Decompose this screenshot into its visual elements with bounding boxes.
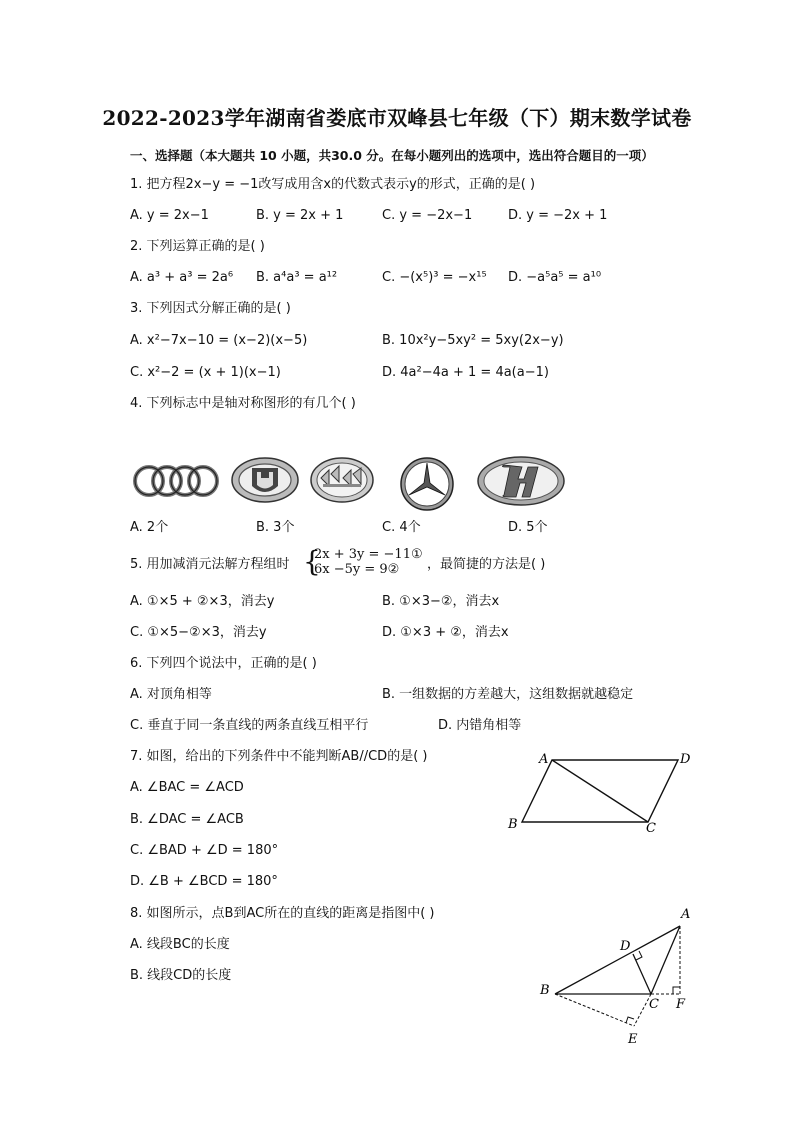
question-4-stem: 4. 下列标志中是轴对称图形的有几个( ) xyxy=(130,396,356,411)
q6-option-a: A. 对顶角相等 xyxy=(130,687,212,702)
question-5-stem-tail: ，最简捷的方法是( ) xyxy=(427,557,546,572)
question-8-stem: 8. 如图所示，点B到AC所在的直线的距离是指图中( ) xyxy=(130,906,435,921)
fig8-label-c: C xyxy=(649,997,659,1012)
q6-option-b: B. 一组数据的方差越大，这组数据就越稳定 xyxy=(382,687,634,702)
q5-option-a: A. ①×5 + ②×3，消去y xyxy=(130,594,275,609)
fig8-label-d: D xyxy=(620,939,631,954)
fig8-label-e: E xyxy=(628,1032,638,1047)
fig7-label-a: A xyxy=(539,752,549,767)
fig8-label-f: F xyxy=(676,997,686,1012)
mercedes-star-logo xyxy=(396,456,458,512)
q3-option-a: A. x²−7x−10 = (x−2)(x−5) xyxy=(130,333,308,348)
audi-rings-logo xyxy=(132,458,220,504)
q5-option-b: B. ①×3−②，消去x xyxy=(382,594,500,609)
q6-option-d: D. 内错角相等 xyxy=(438,718,522,733)
q1-option-a: A. y = 2x−1 xyxy=(130,208,209,223)
question-6-stem: 6. 下列四个说法中，正确的是( ) xyxy=(130,656,317,671)
page-title: 2022-2023学年湖南省娄底市双峰县七年级（下）期末数学试卷 xyxy=(102,106,692,130)
fig8-label-a: A xyxy=(681,907,691,922)
system-equation-1: 2x + 3y = −11① xyxy=(314,547,423,562)
fig7-label-c: C xyxy=(646,821,656,836)
question-5-stem: 5. 用加减消元法解方程组时 xyxy=(130,557,290,572)
triangle-distance-figure xyxy=(530,900,710,1050)
q2-option-d: D. −a⁵a⁵ = a¹⁰ xyxy=(508,270,602,285)
fig7-label-b: B xyxy=(508,817,518,832)
q2-option-b: B. a⁴a³ = a¹² xyxy=(256,270,338,285)
q3-option-c: C. x²−2 = (x + 1)(x−1) xyxy=(130,365,281,380)
great-wall-logo xyxy=(230,456,300,504)
q3-option-b: B. 10x²y−5xy² = 5xy(2x−y) xyxy=(382,333,564,348)
question-1-stem: 1. 把方程2x−y = −1改写成用含x的代数式表示y的形式，正确的是( ) xyxy=(130,177,536,192)
q8-option-b: B. 线段CD的长度 xyxy=(130,968,232,983)
q2-option-a: A. a³ + a³ = 2a⁶ xyxy=(130,270,234,285)
parallelogram-figure xyxy=(500,748,700,840)
q3-option-d: D. 4a²−4a + 1 = 4a(a−1) xyxy=(382,365,549,380)
fig7-label-d: D xyxy=(680,752,691,767)
q7-option-d: D. ∠B + ∠BCD = 180° xyxy=(130,874,278,889)
system-brace: { xyxy=(303,545,321,578)
q4-option-c: C. 4个 xyxy=(382,520,421,535)
question-2-stem: 2. 下列运算正确的是( ) xyxy=(130,239,265,254)
section-heading: 一、选择题（本大题共 10 小题，共30.0 分。在每小题列出的选项中，选出符合题目的一项） xyxy=(130,148,654,163)
q1-option-d: D. y = −2x + 1 xyxy=(508,208,608,223)
q6-option-c: C. 垂直于同一条直线的两条直线互相平行 xyxy=(130,718,369,733)
q7-option-b: B. ∠DAC = ∠ACB xyxy=(130,812,244,827)
q4-option-a: A. 2个 xyxy=(130,520,169,535)
hyundai-logo xyxy=(476,455,566,507)
q1-option-b: B. y = 2x + 1 xyxy=(256,208,344,223)
q8-option-a: A. 线段BC的长度 xyxy=(130,937,230,952)
q4-option-d: D. 5个 xyxy=(508,520,548,535)
q5-option-d: D. ①×3 + ②，消去x xyxy=(382,625,509,640)
buick-logo xyxy=(309,456,375,504)
q7-option-c: C. ∠BAD + ∠D = 180° xyxy=(130,843,279,858)
q2-option-c: C. −(x⁵)³ = −x¹⁵ xyxy=(382,270,487,285)
q4-option-b: B. 3个 xyxy=(256,520,295,535)
fig8-label-b: B xyxy=(540,983,550,998)
q1-option-c: C. y = −2x−1 xyxy=(382,208,473,223)
question-7-stem: 7. 如图，给出的下列条件中不能判断AB//CD的是( ) xyxy=(130,749,428,764)
system-equation-2: 6x −5y = 9② xyxy=(314,562,400,577)
q7-option-a: A. ∠BAC = ∠ACD xyxy=(130,780,244,795)
question-3-stem: 3. 下列因式分解正确的是( ) xyxy=(130,301,291,316)
q5-option-c: C. ①×5−②×3，消去y xyxy=(130,625,267,640)
